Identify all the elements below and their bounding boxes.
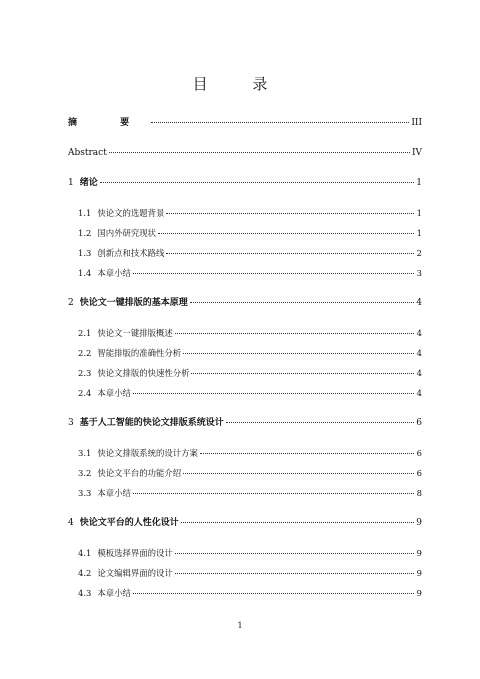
toc-entry-number: 1.1 xyxy=(78,208,92,218)
toc-entry[interactable] xyxy=(78,327,422,339)
toc-dot-leader xyxy=(226,422,414,423)
toc-entry-number: 2 xyxy=(68,298,74,308)
toc-dot-leader xyxy=(181,522,414,523)
toc-dot-leader xyxy=(175,333,414,334)
toc-dot-leader xyxy=(133,493,414,494)
toc-entry-number: 2.3 xyxy=(78,368,92,378)
page-title: 目 录 xyxy=(192,75,288,93)
toc-entry-label: 快论文平台的功能介绍 xyxy=(97,468,182,478)
toc-entry-number: 2.1 xyxy=(78,328,92,338)
toc-dot-leader xyxy=(190,302,414,303)
toc-entry-number: 3.2 xyxy=(78,468,92,478)
toc-dot-leader xyxy=(133,593,414,594)
toc-dot-leader xyxy=(158,233,414,234)
toc-entry[interactable] xyxy=(78,347,422,359)
toc-entry[interactable] xyxy=(78,567,422,579)
toc-entry-page: 1 xyxy=(416,228,422,238)
toc-entry-number: 4 xyxy=(68,518,74,528)
toc-entry-number: 1 xyxy=(68,178,74,188)
toc-entry-number: 3.3 xyxy=(78,488,92,498)
toc-entry[interactable] xyxy=(78,387,422,399)
toc-entry-number: 4.3 xyxy=(78,588,92,598)
toc-entry[interactable] xyxy=(78,207,422,219)
toc-entry-number: 4.1 xyxy=(78,548,92,558)
toc-entry-label: 论文编辑界面的设计 xyxy=(97,568,173,578)
toc-dot-leader xyxy=(109,152,410,153)
toc-entry-page: 6 xyxy=(416,448,422,458)
toc-entry-page: IV xyxy=(411,148,422,158)
toc-entry-label: 本章小结 xyxy=(97,588,131,598)
toc-entry-page: 4 xyxy=(416,388,422,398)
toc-entry-page: 9 xyxy=(416,588,422,598)
toc-entry[interactable] xyxy=(78,367,422,379)
toc-dot-leader xyxy=(133,273,414,274)
toc-entry-label: 快论文排版系统的设计方案 xyxy=(97,448,198,458)
toc-entry-page: III xyxy=(411,118,422,128)
toc-entry-page: 9 xyxy=(416,548,422,558)
toc-entry-page: 3 xyxy=(416,268,422,278)
toc-entry-label: Abstract xyxy=(68,148,107,158)
toc-dot-leader xyxy=(191,373,414,374)
toc-entry-page: 6 xyxy=(416,468,422,478)
toc-entry[interactable] xyxy=(78,547,422,559)
toc-entry-page: 4 xyxy=(416,348,422,358)
toc-entry-label: 快论文的选题背景 xyxy=(97,208,165,218)
toc-dot-leader xyxy=(166,213,414,214)
toc-entry[interactable] xyxy=(78,467,422,479)
toc-entry[interactable] xyxy=(68,117,422,129)
toc-entry-number: 3 xyxy=(68,418,74,428)
toc-entry-label: 快论文平台的人性化设计 xyxy=(79,518,179,528)
toc-dot-leader xyxy=(133,393,414,394)
toc-entry-page: 8 xyxy=(416,488,422,498)
toc-entry-page: 1 xyxy=(416,178,422,188)
toc-entry-label: 快论文一键排版概述 xyxy=(97,328,173,338)
toc-entry-number: 1.4 xyxy=(78,268,92,278)
toc-entry-page: 9 xyxy=(416,518,422,528)
toc-entry[interactable] xyxy=(78,267,422,279)
toc-entry-number: 2.2 xyxy=(78,348,92,358)
toc-entry[interactable] xyxy=(78,487,422,499)
toc-entry[interactable] xyxy=(78,447,422,459)
toc-entry-page: 6 xyxy=(416,418,422,428)
toc-entry-label: 本章小结 xyxy=(97,268,131,278)
toc-entry-label: 摘 要 xyxy=(68,118,150,128)
toc-dot-leader xyxy=(175,553,414,554)
toc-entry-label: 基于人工智能的快论文排版系统设计 xyxy=(79,418,224,428)
toc-dot-leader xyxy=(183,353,414,354)
toc-dot-leader xyxy=(200,453,414,454)
toc-entry[interactable] xyxy=(68,147,422,159)
toc-entry-page: 4 xyxy=(416,298,422,308)
toc-entry-label: 模板选择界面的设计 xyxy=(97,548,173,558)
toc-entry[interactable] xyxy=(68,177,422,189)
toc-entry-number: 3.1 xyxy=(78,448,92,458)
toc-entry-number: 1.2 xyxy=(78,228,92,238)
toc-entry-page: 4 xyxy=(416,368,422,378)
toc-entry[interactable] xyxy=(68,297,422,309)
toc-entry[interactable] xyxy=(68,417,422,429)
page-number: 1 xyxy=(237,621,243,630)
toc-entry-label: 快论文排版的快速性分析 xyxy=(97,368,190,378)
toc-entry[interactable] xyxy=(78,587,422,599)
toc-entry-label: 快论文一键排版的基本原理 xyxy=(79,298,188,308)
toc-entry-number: 4.2 xyxy=(78,568,92,578)
toc-entry-number: 1.3 xyxy=(78,248,92,258)
toc-entry-label: 本章小结 xyxy=(97,488,131,498)
toc-dot-leader xyxy=(151,122,409,123)
toc-entry[interactable] xyxy=(78,227,422,239)
toc-entry-label: 创新点和技术路线 xyxy=(97,248,165,258)
toc-entry-label: 国内外研究现状 xyxy=(97,228,156,238)
toc-entry[interactable] xyxy=(68,517,422,529)
toc-entry-number: 2.4 xyxy=(78,388,92,398)
toc-entry-page: 2 xyxy=(416,248,422,258)
toc-entry-label: 绪论 xyxy=(79,178,98,188)
toc-entry[interactable] xyxy=(78,247,422,259)
toc-dot-leader xyxy=(183,473,414,474)
toc-dot-leader xyxy=(166,253,414,254)
toc-entry-label: 智能排版的准确性分析 xyxy=(97,348,182,358)
toc-dot-leader xyxy=(100,182,414,183)
toc-entry-page: 1 xyxy=(416,208,422,218)
toc-entry-label: 本章小结 xyxy=(97,388,131,398)
toc-dot-leader xyxy=(175,573,414,574)
toc-entry-page: 4 xyxy=(416,328,422,338)
toc-entry-page: 9 xyxy=(416,568,422,578)
